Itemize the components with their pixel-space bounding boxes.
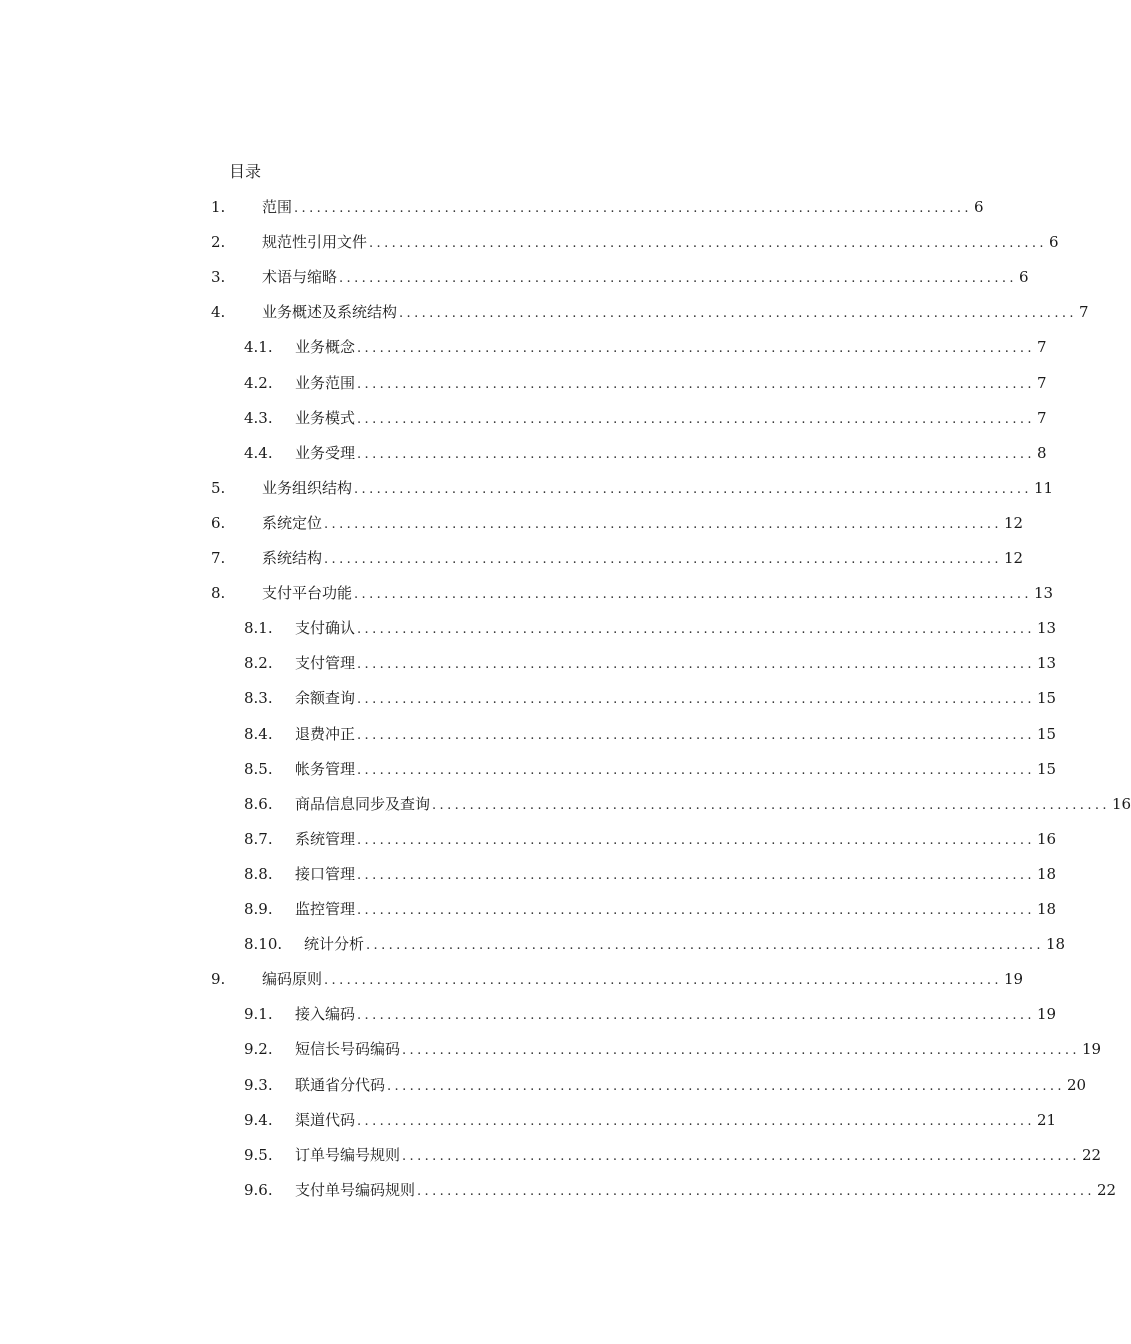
toc-entry-number: 9.4. — [244, 1110, 273, 1129]
toc-entry[interactable] — [0, 506, 1024, 541]
toc-entry-title: 退费冲正 — [295, 724, 356, 743]
toc-entry-leader: .......................................................................................... — [294, 201, 972, 216]
toc-entry-leader: .......................................................................................... — [357, 727, 1035, 743]
toc-entry-page-number: 6 — [1048, 233, 1059, 252]
toc-entry-leader: .......................................................................................... — [417, 1183, 1095, 1199]
toc-entry[interactable] — [0, 190, 984, 225]
toc-entry[interactable] — [0, 681, 1057, 716]
toc-entry-title: 业务范围 — [295, 373, 356, 392]
toc-entry[interactable] — [0, 646, 1057, 681]
toc-entry-title: 接口管理 — [295, 864, 356, 883]
toc-entry-number: 8.10. — [244, 935, 283, 954]
toc-entry-number: 4.3. — [244, 408, 273, 427]
toc-entry[interactable] — [0, 576, 1054, 611]
toc-entry-page-number: 7 — [1078, 303, 1089, 322]
toc-entry-page-number: 18 — [1045, 935, 1066, 954]
toc-entry-title: 监控管理 — [295, 900, 356, 918]
toc-entry-body — [295, 366, 1047, 402]
toc-entry-page-number: 19 — [1081, 1040, 1102, 1059]
toc-entry-leader: .......................................................................................... — [354, 481, 1032, 497]
toc-entry-leader: .......................................................................................... — [324, 552, 1002, 567]
toc-entry[interactable] — [0, 295, 1089, 330]
toc-entry[interactable] — [0, 366, 1047, 401]
toc-entry-page-number: 7 — [1036, 338, 1047, 357]
toc-entry-number: 3. — [211, 268, 226, 287]
toc-entry-body — [295, 717, 1057, 753]
toc-entry-title: 渠道代码 — [295, 1110, 356, 1129]
toc-entry-body — [295, 892, 1057, 928]
toc-entry-title: 业务概念 — [295, 338, 356, 357]
toc-entry-title: 业务组织结构 — [262, 478, 353, 497]
toc-entry-number: 7. — [211, 549, 226, 567]
toc-entry-page-number: 16 — [1036, 829, 1057, 848]
toc-entry-title: 联通省分代码 — [295, 1075, 386, 1094]
toc-entry-title: 术语与缩略 — [262, 268, 338, 287]
toc-entry-body — [262, 962, 1024, 998]
toc-entry-number: 8. — [211, 584, 226, 603]
toc-entry[interactable] — [0, 225, 1059, 260]
toc-entry-number: 4.1. — [244, 338, 273, 357]
toc-entry-leader: .......................................................................................... — [402, 1043, 1080, 1059]
toc-entry-page-number: 19 — [1003, 970, 1024, 989]
toc-entry-title: 规范性引用文件 — [262, 233, 368, 252]
toc-entry-page-number: 8 — [1036, 443, 1047, 462]
toc-entry-title: 订单号编号规则 — [295, 1145, 401, 1164]
toc-entry-body — [262, 190, 984, 226]
toc-entry-title: 业务模式 — [295, 408, 356, 427]
toc-entry-page-number: 20 — [1066, 1075, 1087, 1094]
toc-entry-leader: .......................................................................................... — [324, 973, 1002, 989]
toc-entry-title: 系统管理 — [295, 829, 356, 848]
toc-entry-leader: .......................................................................................... — [369, 236, 1047, 252]
toc-entry-body — [295, 1068, 1087, 1104]
toc-entry-body — [262, 541, 1024, 577]
toc-entry[interactable] — [0, 401, 1047, 436]
toc-entry[interactable] — [0, 330, 1047, 365]
toc-entry-body — [262, 506, 1024, 542]
toc-entry-number: 6. — [211, 513, 226, 532]
toc-entry-page-number: 22 — [1096, 1180, 1117, 1199]
toc-entry-leader: .......................................................................................... — [357, 657, 1035, 673]
toc-entry-body — [295, 997, 1057, 1033]
toc-entry-leader: .......................................................................................... — [339, 271, 1017, 287]
toc-entry-page-number: 15 — [1036, 724, 1057, 743]
toc-entry-body — [295, 646, 1057, 682]
toc-entry-leader: .......................................................................................... — [357, 376, 1035, 392]
toc-entry-number: 9. — [211, 970, 226, 989]
toc-entry-body — [295, 1173, 1117, 1209]
toc-entry-leader: .......................................................................................... — [354, 587, 1032, 603]
toc-entry-body — [295, 1138, 1102, 1174]
toc-entry[interactable] — [0, 822, 1057, 857]
toc-entry-page-number: 18 — [1036, 900, 1057, 918]
toc-entry-page-number: 13 — [1036, 619, 1057, 638]
toc-entry-body — [262, 576, 1054, 612]
toc-entry-leader: .......................................................................................... — [357, 446, 1035, 462]
toc-entry[interactable] — [0, 857, 1057, 892]
toc-entry-title: 支付单号编码规则 — [295, 1180, 416, 1199]
toc-title: 目录 — [229, 162, 262, 181]
toc-entry-title: 系统定位 — [262, 513, 323, 532]
toc-entry-body — [262, 225, 1059, 261]
toc-entry-page-number: 6 — [1018, 268, 1029, 287]
toc-entry-number: 8.8. — [244, 864, 273, 883]
toc-entry-number: 4. — [211, 303, 226, 322]
toc-entry-number: 4.4. — [244, 443, 273, 462]
toc-entry[interactable] — [0, 471, 1054, 506]
toc-entry-page-number: 11 — [1033, 478, 1054, 497]
toc-entry-number: 8.7. — [244, 829, 273, 848]
toc-entry-leader: .......................................................................................... — [402, 1148, 1080, 1164]
toc-entry[interactable] — [0, 962, 1024, 997]
toc-entry-body — [295, 1032, 1102, 1068]
toc-entry-title: 业务受理 — [295, 443, 356, 462]
toc-entry[interactable] — [0, 997, 1057, 1032]
toc-entry[interactable] — [0, 927, 1066, 962]
toc-entry-number: 5. — [211, 478, 226, 497]
toc-entry-number: 9.5. — [244, 1145, 273, 1164]
toc-entry-body — [295, 611, 1057, 647]
toc-entry-number: 8.4. — [244, 724, 273, 743]
toc-entry-title: 商品信息同步及查询 — [295, 794, 431, 813]
toc-entry-title: 业务概述及系统结构 — [262, 303, 398, 322]
toc-entry-page-number: 7 — [1036, 373, 1047, 392]
toc-entry-number: 8.2. — [244, 654, 273, 673]
toc-entry-leader: .......................................................................................... — [357, 692, 1035, 708]
toc-entry-body — [295, 822, 1057, 858]
toc-entry-title: 接入编码 — [295, 1005, 356, 1024]
toc-entry-body — [262, 260, 1029, 296]
toc-entry-leader: .......................................................................................... — [387, 1078, 1065, 1094]
toc-entry-leader: .......................................................................................... — [357, 762, 1035, 778]
toc-entry-title: 支付确认 — [295, 619, 356, 638]
toc-entry-leader: .......................................................................................... — [357, 622, 1035, 638]
toc-entry-title: 帐务管理 — [295, 759, 356, 778]
toc-entry[interactable] — [0, 1032, 1102, 1067]
toc-entry[interactable] — [0, 1173, 1117, 1208]
toc-entry-page-number: 21 — [1036, 1110, 1057, 1129]
toc-entry-leader: .......................................................................................... — [399, 306, 1077, 322]
toc-entry-body — [295, 681, 1057, 717]
toc-entry-body — [295, 752, 1057, 788]
toc-entry-number: 1. — [211, 198, 226, 216]
toc-entry-number: 8.9. — [244, 900, 273, 918]
toc-entry-number: 8.6. — [244, 794, 273, 813]
toc-entry-title: 短信长号码编码 — [295, 1040, 401, 1059]
toc-entry-number: 9.6. — [244, 1180, 273, 1199]
toc-entry-page-number: 15 — [1036, 759, 1057, 778]
toc-entry[interactable] — [0, 541, 1024, 576]
toc-entry-leader: .......................................................................................... — [357, 1113, 1035, 1129]
toc-entry-number: 4.2. — [244, 373, 273, 392]
toc-entry[interactable] — [0, 717, 1057, 752]
toc-entry-title: 统计分析 — [304, 935, 365, 954]
toc-entry-page-number: 19 — [1036, 1005, 1057, 1024]
toc-entry-leader: .......................................................................................... — [357, 903, 1035, 918]
toc-entry-body — [304, 927, 1066, 963]
toc-entry-page-number: 16 — [1111, 794, 1131, 813]
toc-entry-leader: .......................................................................................... — [357, 341, 1035, 357]
toc-entry[interactable] — [0, 752, 1057, 787]
toc-entry[interactable] — [0, 1068, 1087, 1103]
toc-entry-page-number: 6 — [973, 198, 984, 216]
toc-entry[interactable] — [0, 436, 1047, 471]
toc-entry-number: 9.3. — [244, 1075, 273, 1094]
toc-entry-title: 支付管理 — [295, 654, 356, 673]
toc-entry[interactable] — [0, 787, 1131, 822]
toc-entry-title: 编码原则 — [262, 970, 323, 989]
toc-entry-page-number: 22 — [1081, 1145, 1102, 1164]
toc-entry-body — [295, 787, 1131, 823]
toc-entry[interactable] — [0, 611, 1057, 646]
toc-entry-page-number: 12 — [1003, 513, 1024, 532]
toc-entry[interactable] — [0, 1103, 1057, 1138]
toc-entry-body — [295, 401, 1047, 437]
toc-entry-page-number: 15 — [1036, 689, 1057, 708]
toc-entry-page-number: 13 — [1036, 654, 1057, 673]
toc-entry-number: 9.1. — [244, 1005, 273, 1024]
toc-entry-leader: .......................................................................................... — [324, 516, 1002, 532]
toc-entry-page-number: 7 — [1036, 408, 1047, 427]
toc-entry-body — [295, 436, 1047, 472]
toc-entry-page-number: 18 — [1036, 864, 1057, 883]
toc-entry-leader: .......................................................................................... — [432, 797, 1110, 813]
toc-entry-body — [262, 295, 1089, 331]
toc-entry-title: 系统结构 — [262, 549, 323, 567]
toc-entry-title: 余额查询 — [295, 689, 356, 708]
toc-entry-body — [295, 330, 1047, 366]
toc-entry-page-number: 12 — [1003, 549, 1024, 567]
toc-entry-leader: .......................................................................................... — [357, 411, 1035, 427]
toc-entry-title: 范围 — [262, 198, 293, 216]
toc-entry-body — [295, 1103, 1057, 1139]
toc-entry-title: 支付平台功能 — [262, 584, 353, 603]
toc-entry-leader: .......................................................................................... — [357, 832, 1035, 848]
toc-entry-number: 2. — [211, 233, 226, 252]
toc-entry-leader: .......................................................................................... — [366, 938, 1044, 954]
toc-entry-leader: .......................................................................................... — [357, 867, 1035, 883]
toc-entry-number: 8.3. — [244, 689, 273, 708]
toc-entry[interactable] — [0, 892, 1057, 927]
toc-entry-leader: .......................................................................................... — [357, 1008, 1035, 1024]
toc-entry-number: 8.5. — [244, 759, 273, 778]
toc-entry-body — [262, 471, 1054, 507]
toc-entry-number: 8.1. — [244, 619, 273, 638]
toc-entry-number: 9.2. — [244, 1040, 273, 1059]
toc-entry-page-number: 13 — [1033, 584, 1054, 603]
toc-entry-body — [295, 857, 1057, 893]
toc-entry[interactable] — [0, 1138, 1102, 1173]
toc-entry[interactable] — [0, 260, 1029, 295]
